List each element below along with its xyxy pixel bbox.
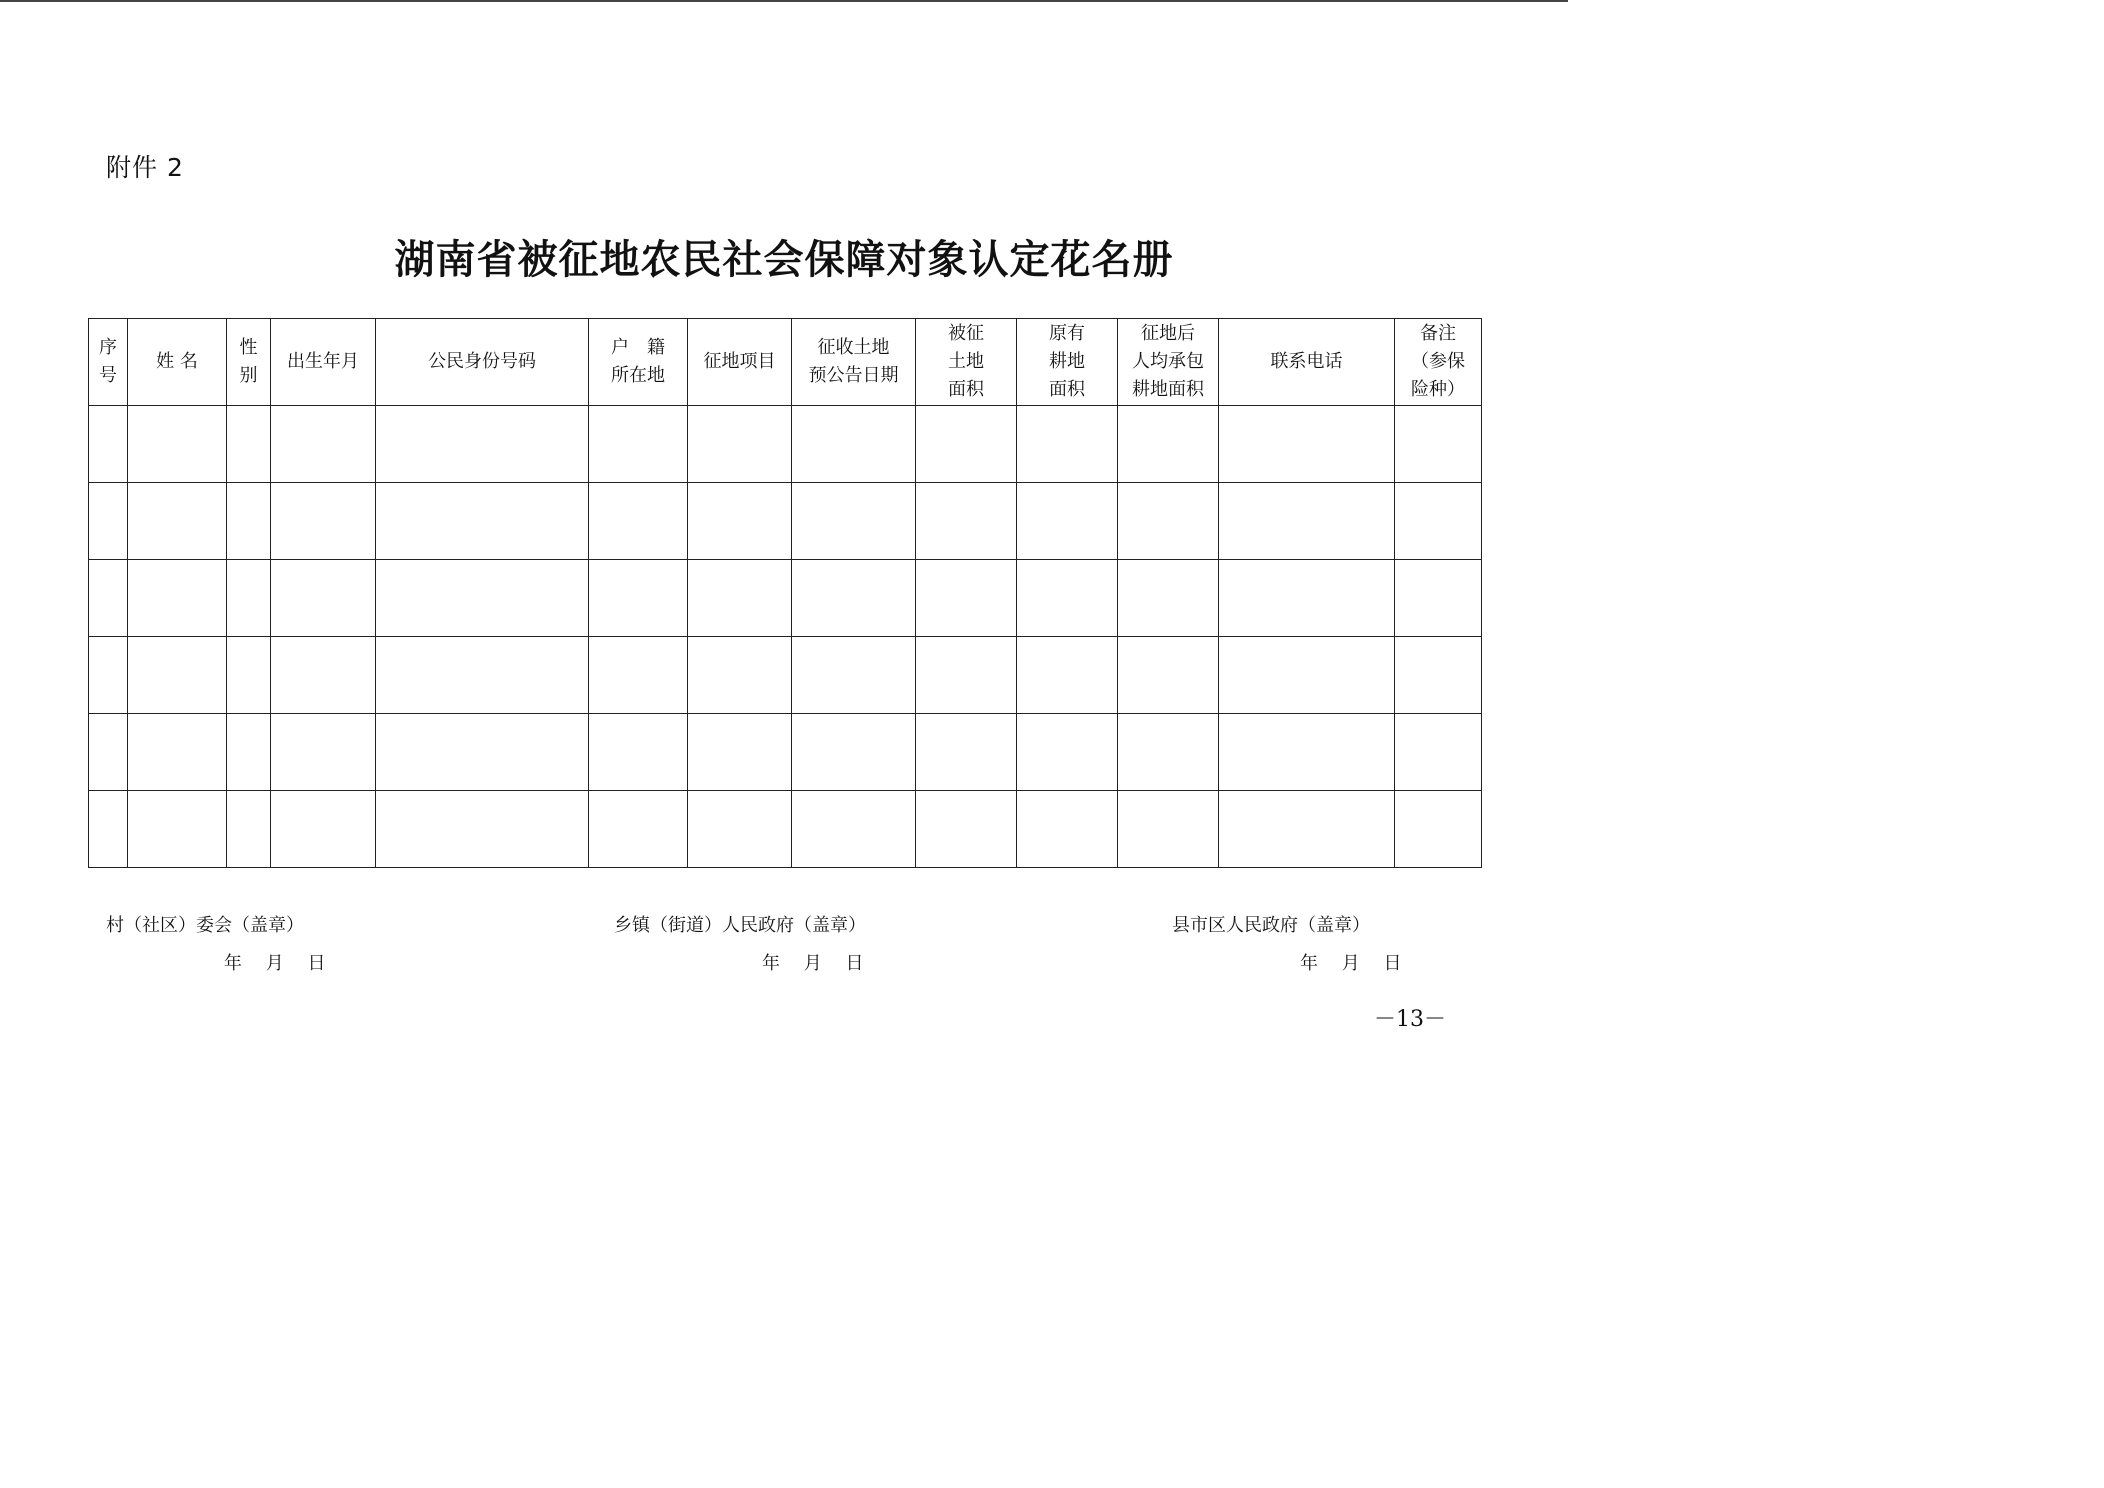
table-cell[interactable] xyxy=(688,637,792,714)
table-cell[interactable] xyxy=(227,637,271,714)
table-cell[interactable] xyxy=(376,483,589,560)
table-cell[interactable] xyxy=(128,406,227,483)
table-cell[interactable] xyxy=(1219,483,1395,560)
village-committee-date: 年 月 日 xyxy=(224,953,326,974)
table-cell[interactable] xyxy=(792,560,916,637)
table-cell[interactable] xyxy=(1219,406,1395,483)
table-cell[interactable] xyxy=(376,560,589,637)
roster-table xyxy=(88,318,1482,868)
table-cell[interactable] xyxy=(1017,791,1118,868)
table-cell[interactable] xyxy=(376,714,589,791)
table-cell[interactable] xyxy=(1395,714,1482,791)
table-cell[interactable] xyxy=(916,483,1017,560)
table-cell[interactable] xyxy=(271,791,376,868)
table-cell[interactable] xyxy=(916,637,1017,714)
header-per-capita-farmland: 征地后 人均承包 耕地面积 xyxy=(1118,319,1219,406)
table-cell[interactable] xyxy=(589,714,688,791)
table-cell[interactable] xyxy=(1017,406,1118,483)
table-cell[interactable] xyxy=(1395,406,1482,483)
header-remarks: 备注 （参保 险种） xyxy=(1395,319,1482,406)
table-cell[interactable] xyxy=(128,483,227,560)
table-cell[interactable] xyxy=(688,560,792,637)
table-row xyxy=(89,791,1482,868)
table-cell[interactable] xyxy=(688,791,792,868)
table-row xyxy=(89,406,1482,483)
county-government-seal-label: 县市区人民政府（盖章） xyxy=(1172,915,1370,936)
table-cell[interactable] xyxy=(589,560,688,637)
table-cell[interactable] xyxy=(89,406,128,483)
document-title: 湖南省被征地农民社会保障对象认定花名册 xyxy=(394,236,1174,283)
table-cell[interactable] xyxy=(792,714,916,791)
header-project: 征地项目 xyxy=(688,319,792,406)
page-number: －13－ xyxy=(1374,1007,1446,1032)
header-expropriated-area: 被征 土地 面积 xyxy=(916,319,1017,406)
table-row xyxy=(89,560,1482,637)
table-cell[interactable] xyxy=(271,560,376,637)
table-cell[interactable] xyxy=(1118,406,1219,483)
table-cell[interactable] xyxy=(1017,560,1118,637)
table-cell[interactable] xyxy=(271,483,376,560)
header-phone: 联系电话 xyxy=(1219,319,1395,406)
table-cell[interactable] xyxy=(1219,637,1395,714)
table-row xyxy=(89,483,1482,560)
table-cell[interactable] xyxy=(1118,483,1219,560)
table-cell[interactable] xyxy=(271,714,376,791)
header-birth-date: 出生年月 xyxy=(271,319,376,406)
table-cell[interactable] xyxy=(1395,483,1482,560)
table-cell[interactable] xyxy=(792,406,916,483)
table-cell[interactable] xyxy=(916,406,1017,483)
table-cell[interactable] xyxy=(89,791,128,868)
village-committee-seal-label: 村（社区）委会（盖章） xyxy=(106,915,304,936)
table-cell[interactable] xyxy=(1395,560,1482,637)
table-cell[interactable] xyxy=(227,791,271,868)
table-cell[interactable] xyxy=(89,714,128,791)
table-cell[interactable] xyxy=(1017,714,1118,791)
table-cell[interactable] xyxy=(271,406,376,483)
table-row xyxy=(89,637,1482,714)
table-cell[interactable] xyxy=(227,714,271,791)
table-cell[interactable] xyxy=(227,560,271,637)
table-cell[interactable] xyxy=(376,637,589,714)
table-row xyxy=(89,714,1482,791)
table-cell[interactable] xyxy=(128,791,227,868)
table-cell[interactable] xyxy=(589,791,688,868)
header-id-number: 公民身份号码 xyxy=(376,319,589,406)
table-cell[interactable] xyxy=(792,483,916,560)
header-household-registration: 户 籍 所在地 xyxy=(589,319,688,406)
county-government-date: 年 月 日 xyxy=(1300,953,1402,974)
table-cell[interactable] xyxy=(1118,560,1219,637)
header-name: 姓 名 xyxy=(128,319,227,406)
table-header-row xyxy=(89,319,1482,406)
header-notice-date: 征收土地 预公告日期 xyxy=(792,319,916,406)
table-cell[interactable] xyxy=(89,483,128,560)
table-cell[interactable] xyxy=(792,791,916,868)
table-cell[interactable] xyxy=(589,637,688,714)
header-serial-number: 序 号 xyxy=(89,319,128,406)
township-government-date: 年 月 日 xyxy=(762,953,864,974)
header-original-farmland-area: 原有 耕地 面积 xyxy=(1017,319,1118,406)
table-cell[interactable] xyxy=(916,714,1017,791)
table-cell[interactable] xyxy=(1118,791,1219,868)
table-cell[interactable] xyxy=(1219,714,1395,791)
table-cell[interactable] xyxy=(589,483,688,560)
attachment-label: 附件 2 xyxy=(106,153,184,182)
table-cell[interactable] xyxy=(128,637,227,714)
table-cell[interactable] xyxy=(688,714,792,791)
table-cell[interactable] xyxy=(589,406,688,483)
township-government-seal-label: 乡镇（街道）人民政府（盖章） xyxy=(614,915,866,936)
table-cell[interactable] xyxy=(1395,637,1482,714)
table-cell[interactable] xyxy=(688,406,792,483)
header-gender: 性 别 xyxy=(227,319,271,406)
table-cell[interactable] xyxy=(227,483,271,560)
table-cell[interactable] xyxy=(1219,560,1395,637)
table-cell[interactable] xyxy=(89,560,128,637)
table-cell[interactable] xyxy=(688,483,792,560)
table-cell[interactable] xyxy=(128,714,227,791)
table-cell[interactable] xyxy=(1219,791,1395,868)
table-cell[interactable] xyxy=(916,791,1017,868)
table-cell[interactable] xyxy=(1017,637,1118,714)
table-cell[interactable] xyxy=(227,406,271,483)
table-cell[interactable] xyxy=(916,560,1017,637)
table-cell[interactable] xyxy=(271,637,376,714)
table-cell[interactable] xyxy=(792,637,916,714)
table-cell[interactable] xyxy=(1118,637,1219,714)
table-cell[interactable] xyxy=(89,637,128,714)
table-cell[interactable] xyxy=(376,791,589,868)
table-cell[interactable] xyxy=(1017,483,1118,560)
page-top-border xyxy=(0,0,1568,2)
table-cell[interactable] xyxy=(1395,791,1482,868)
table-cell[interactable] xyxy=(1118,714,1219,791)
table-cell[interactable] xyxy=(376,406,589,483)
table-cell[interactable] xyxy=(128,560,227,637)
